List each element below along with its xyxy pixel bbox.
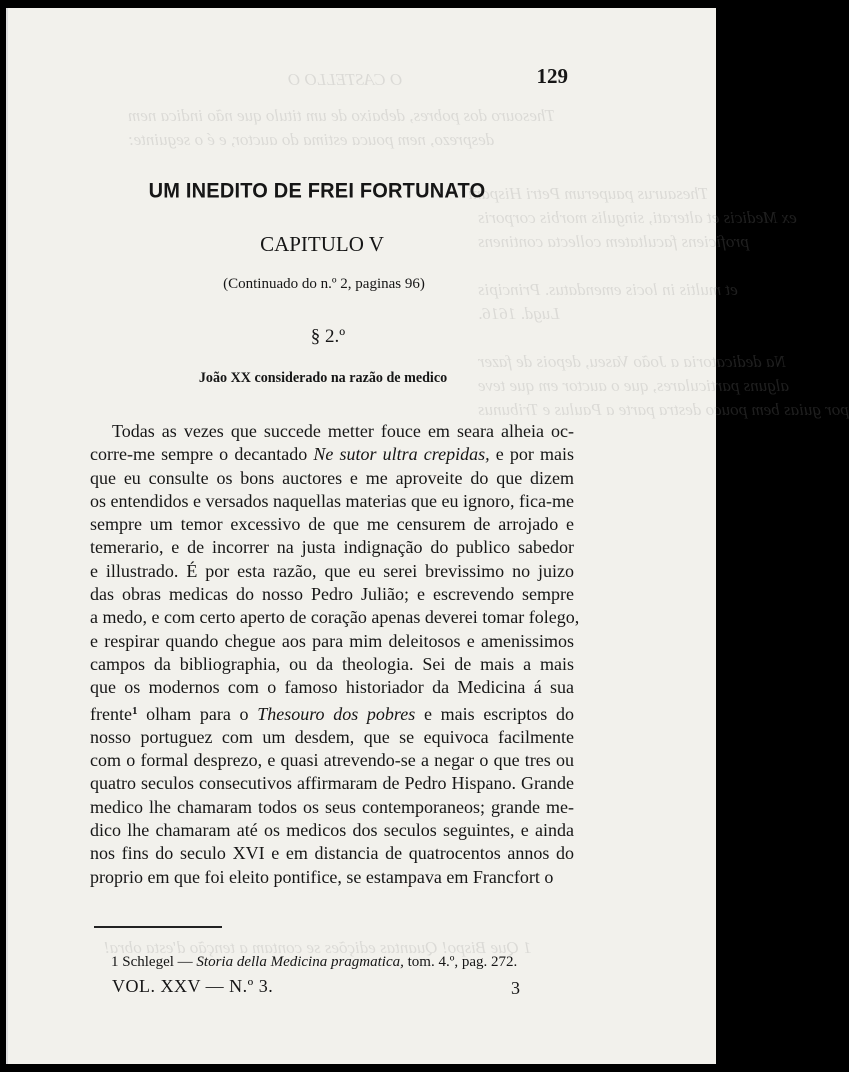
section-mark: § 2.º [310,326,346,347]
body-line: nosso portuguez com um desdem, que se equivoca facilmente [90,726,574,747]
footnote-author: Schlegel — [122,954,197,970]
article-title: UM INEDITO DE FREI FORTUNATO [148,179,486,203]
body-line: temerario, e de incorrer na justa indignação do publico sabedor [90,537,574,558]
volume-signature: VOL. XXV — N.º 3. [112,976,274,996]
body-line-text: e por mais [489,444,574,465]
bleed-through: Na dedicatoria a João Vaseu, depois de fazer [478,352,786,371]
body-line: das obras medicas do nosso Pedro Julião; e escrevendo sempre [90,584,574,605]
bleed-through: alguns particulares, que o auctor em que teve [478,376,789,395]
footnote-ref: tom. 4.º, pag. 272. [403,954,518,970]
body-line-text: frente [90,703,132,724]
page-number: 129 [536,64,568,88]
body-line [90,700,574,726]
bleed-through: Thesouro dos pobres, debaixo de um titulo que não indica nem [128,106,556,125]
chapter-heading: CAPITULO V [260,232,384,256]
bleed-through: Thesaurus pauperum Petri Hispani [468,184,709,203]
body-line: a medo, e com certo aperto de coração apenas deverei tomar folego, [90,607,580,628]
body-line: medico lhe chamaram todos os seus contemporaneos; grande me- [90,796,574,817]
bleed-through: Lugd. 1616. [478,304,560,323]
body-line: dico lhe chamaram até os medicos dos seculos seguintes, e ainda [90,820,574,841]
body-line-text: e mais escriptos do [415,703,574,724]
bleed-through: 1 Que Bispo! Quantas edições se contam a tenção d'esta obra! [104,938,532,957]
body-line: com o formal desprezo, e quasi atrevendo-se a negar o que tres ou [90,750,574,771]
footnote-divider [94,926,222,928]
body-line-text: corre-me sempre o decantado [90,444,314,465]
footnote-reference: 1 [131,704,138,717]
body-line: Todas as vezes que succede metter fouce em seara alheia oc- [112,421,574,441]
body-line-text: olham para o [137,703,258,724]
bleed-through: desprezo, nem pouca estima do auctor, e é o seguinte: [128,130,495,149]
footnote [111,954,517,971]
latin-quote: Ne sutor ultra crepidas, [313,444,490,465]
bleed-through: por guias bem pouco destra parte a Paulus e Tribunus [478,400,849,419]
work-title: Thesouro dos pobres [257,703,416,724]
footnote-work: Storia della Medicina pragmatica, [196,954,404,970]
body-line: sempre um temor excessivo de que me censurem de arrojado e [90,514,574,535]
body-line: e illustrado. É por esta razão, que eu serei brevissimo no juizo [90,560,574,581]
bleed-through: O CASTELLO O [288,70,403,89]
body-line: proprio em que foi eleito pontifice, se estampava em Francfort o [90,866,554,887]
body-text [90,420,580,889]
book-page [6,8,849,1064]
printer-signature: 3 [511,978,520,998]
continuation-note: (Continuado do n.º 2, paginas 96) [223,276,425,292]
body-line: campos da bibliographia, ou da theologia. Sei de mais a mais [90,653,574,674]
footnote-marker: 1 [111,954,119,970]
body-line: e respirar quando chegue aos para mim deleitosos e amenissimos [90,630,574,651]
body-line: que os modernos com o famoso historiador da Medicina á sua [90,677,574,698]
bleed-through: proficiens facultatem collecta continens [478,232,749,251]
body-line: quatro seculos consecutivos affirmaram de Pedro Hispano. Grande [90,773,574,794]
bleed-through: ex Medicis et alterati, singulis morbis corporis [478,208,797,227]
body-line: que eu consulte os bons auctores e me aproveite do que dizem [90,467,574,488]
section-subheading: João XX considerado na razão de medico [198,370,448,386]
body-line: nos fins do seculo XVI e em distancia de quatrocentos annos do [90,843,574,864]
body-line: os entendidos e versados naquellas materias que eu ignoro, fica-me [90,490,574,511]
body-line [90,443,574,466]
bleed-through: et multis in locis emendatus. Principis [478,280,738,299]
